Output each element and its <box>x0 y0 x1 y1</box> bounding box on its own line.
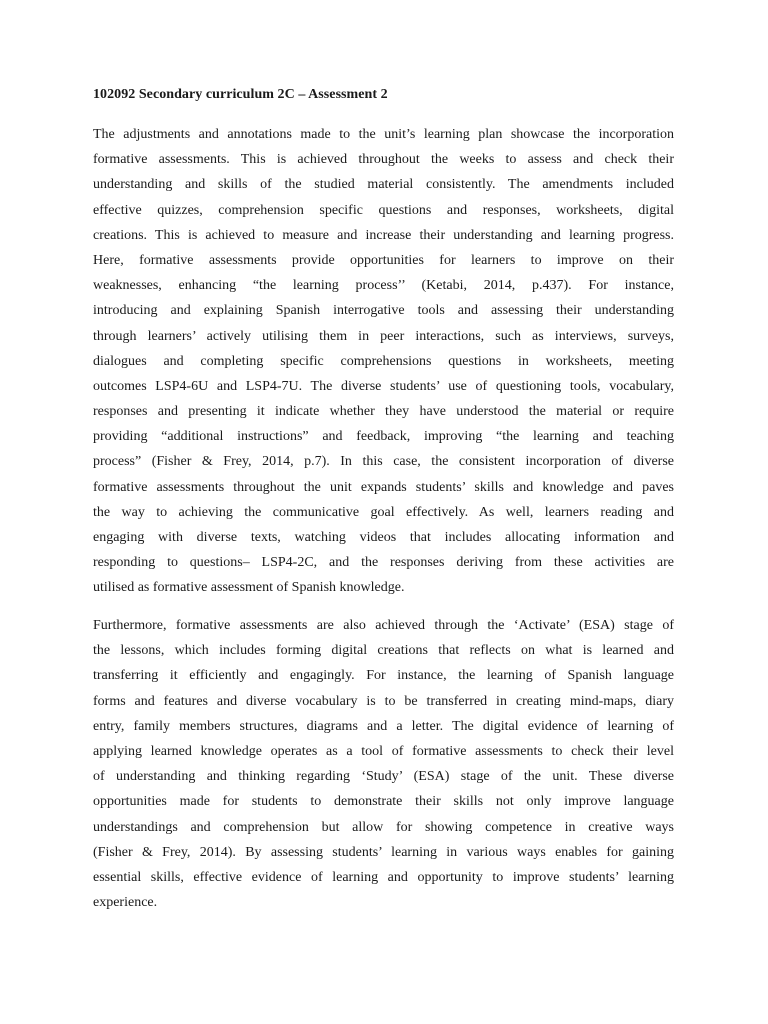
text-line: understanding and skills of the studied material consistently. The amendments included <box>93 177 674 193</box>
text-line: applying learned knowledge operates as a tool of formative assessments to check their level <box>93 743 674 759</box>
text-line: providing “additional instructions” and feedback, improving “the learning and teaching <box>93 429 674 445</box>
text-line: responding to questions– LSP4-2C, and the responses deriving from these activities are <box>93 555 674 571</box>
text-line: The adjustments and annotations made to the unit’s learning plan showcase the incorporation <box>93 127 674 142</box>
document-title: 102092 Secondary curriculum 2C – Assessment 2 <box>93 87 388 102</box>
text-line: of understanding and thinking regarding ‘Study’ (ESA) stage of the unit. These diverse <box>93 769 674 785</box>
text-line: entry, family members structures, diagrams and a letter. The digital evidence of learning of <box>93 718 674 734</box>
text-line: understandings and comprehension but allow for showing competence in creative ways <box>93 819 674 835</box>
text-line: formative assessments. This is achieved throughout the weeks to assess and check their <box>93 152 674 168</box>
text-line: engaging with diverse texts, watching videos that includes allocating information and <box>93 530 674 545</box>
text-line: (Fisher & Frey, 2014). By assessing students’ learning in various ways enables for gaining <box>93 844 674 860</box>
text-line: effective quizzes, comprehension specific questions and responses, worksheets, digital <box>93 202 674 218</box>
text-line: Furthermore, formative assessments are also achieved through the ‘Activate’ (ESA) stage of <box>93 618 674 633</box>
text-line: responses and presenting it indicate whether they have understood the material or require <box>93 404 674 420</box>
text-line: process” (Fisher & Frey, 2014, p.7). In this case, the consistent incorporation of diverse <box>93 454 674 470</box>
text-line: experience. <box>93 895 158 911</box>
text-line: transferring it efficiently and engagingly. For instance, the learning of Spanish language <box>93 668 674 684</box>
text-line: essential skills, effective evidence of learning and opportunity to improve students’ learning <box>93 869 674 885</box>
text-line: introducing and explaining Spanish interrogative tools and assessing their understanding <box>93 303 674 319</box>
text-line: Here, formative assessments provide opportunities for learners to improve on their <box>93 252 674 268</box>
text-line: outcomes LSP4-6U and LSP4-7U. The diverse students’ use of questioning tools, vocabulary, <box>93 378 674 394</box>
text-line: utilised as formative assessment of Spanish knowledge. <box>93 580 405 596</box>
text-line: through learners’ actively utilising them in peer interactions, such as interviews, surveys, <box>93 328 674 344</box>
text-line: the way to achieving the communicative goal effectively. As well, learners reading and <box>93 504 674 520</box>
text-line: opportunities made for students to demonstrate their skills not only improve language <box>93 794 674 810</box>
paragraph-formative-assessments <box>93 122 674 601</box>
paragraph-activate-stage <box>93 613 674 915</box>
text-line: forms and features and diverse vocabulary is to be transferred in creating mind-maps, diary <box>93 693 674 709</box>
text-line: the lessons, which includes forming digital creations that reflects on what is learned and <box>93 643 674 659</box>
text-line: dialogues and completing specific comprehensions questions in worksheets, meeting <box>93 353 674 369</box>
text-line: creations. This is achieved to measure and increase their understanding and learning progress. <box>93 227 674 243</box>
text-line: formative assessments throughout the unit expands students’ skills and knowledge and paves <box>93 479 674 495</box>
text-line: weaknesses, enhancing “the learning process’’ (Ketabi, 2014, p.437). For instance, <box>93 278 674 294</box>
